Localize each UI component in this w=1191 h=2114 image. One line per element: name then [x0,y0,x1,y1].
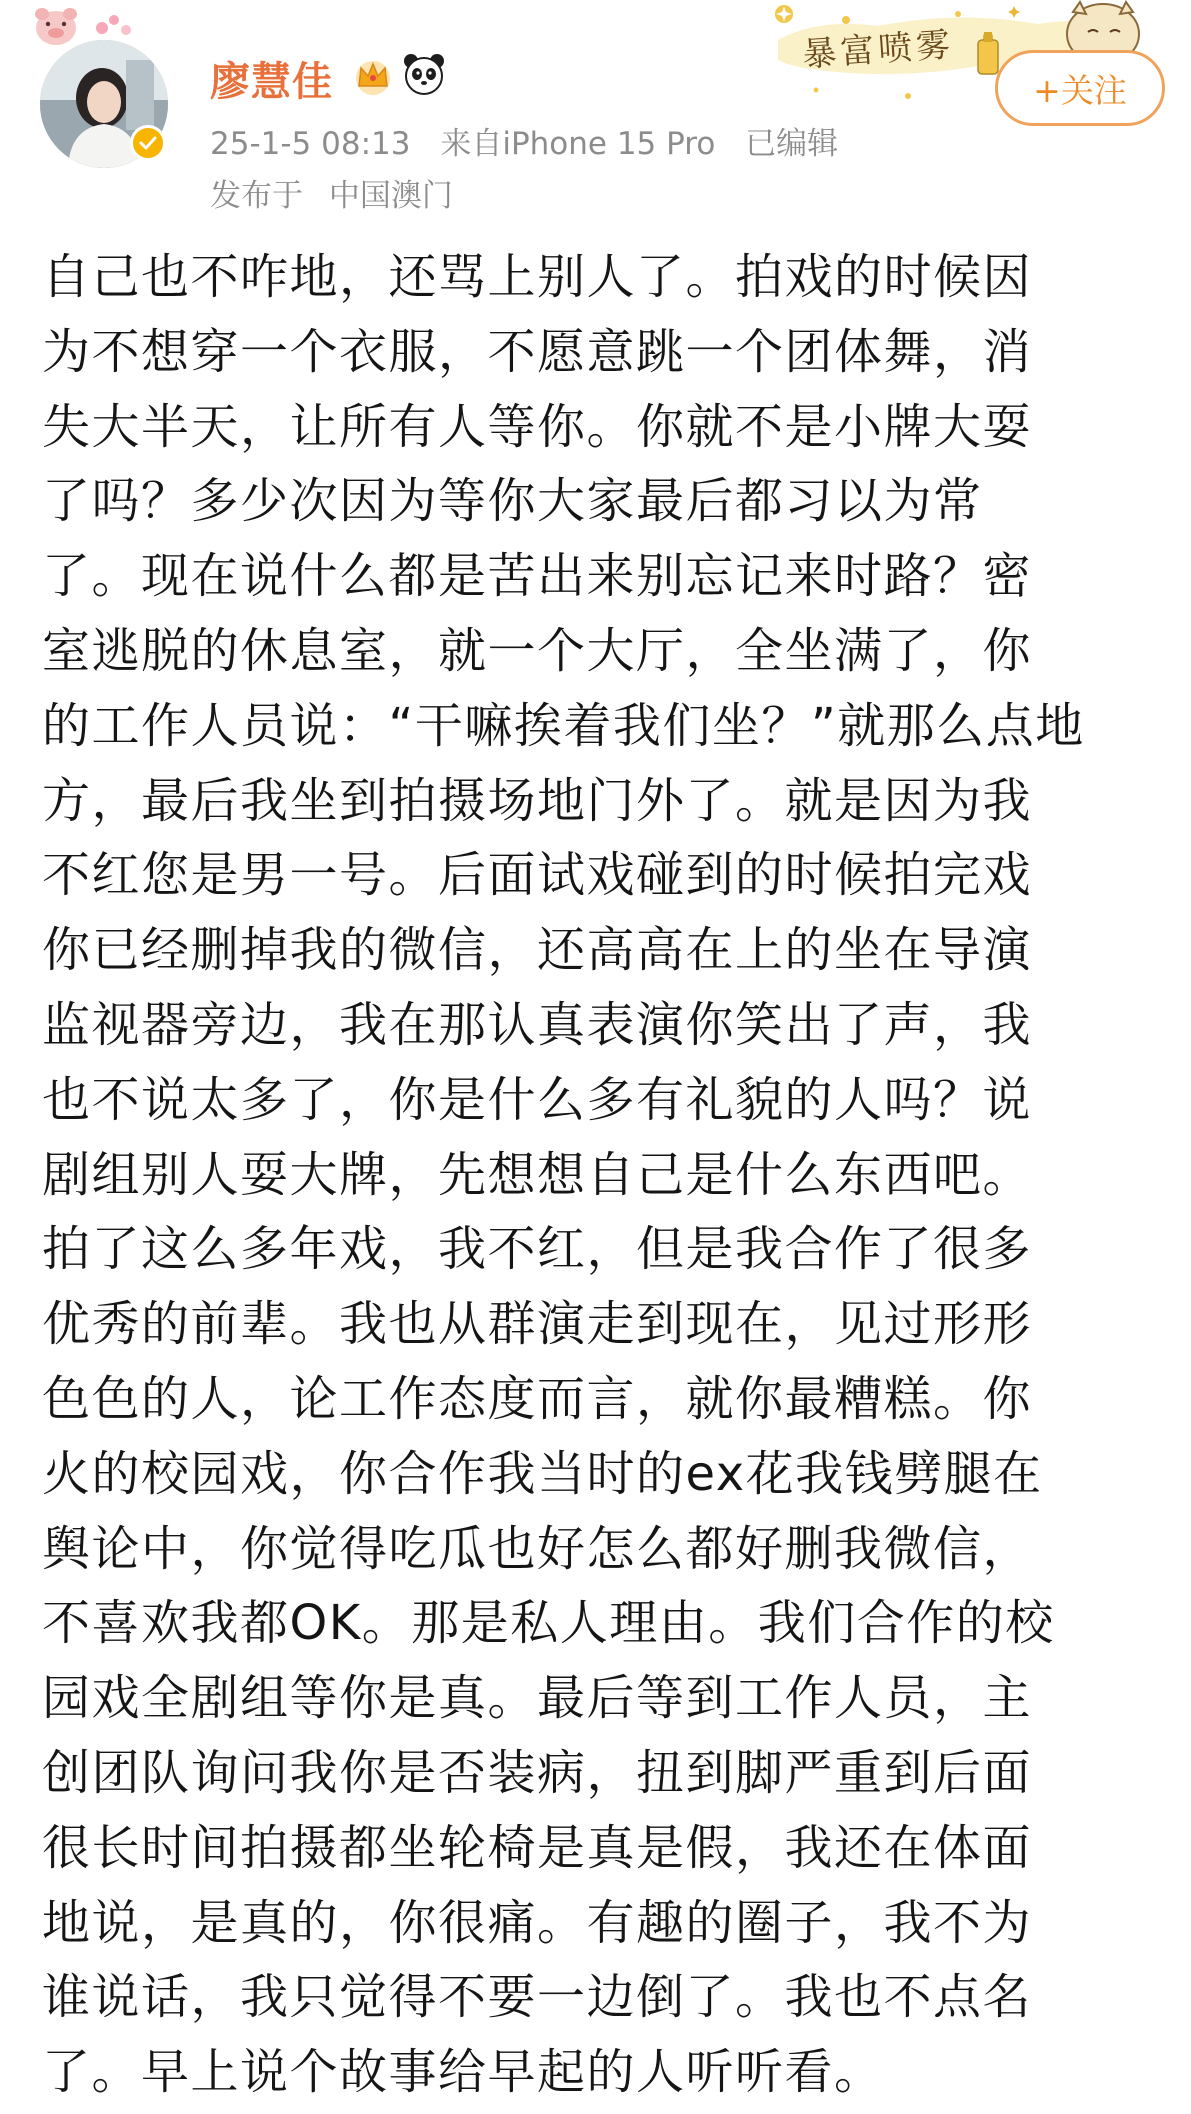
verified-badge-icon [130,125,166,161]
post-text-line: 拍了这么多年戏，我不红，但是我合作了很多 [42,1221,1033,1278]
post-edited-label[interactable]: 已编辑 [745,126,839,162]
crown-icon [352,56,394,96]
post-text-line: 色色的人，论工作态度而言，就你最糟糕。你 [42,1370,1033,1427]
pig-decoration-icon [30,6,140,50]
post-source: 来自iPhone 15 Pro [440,126,716,162]
post-text-line: 了。早上说个故事给早起的人听听看。 [42,2044,884,2101]
post-meta [210,118,858,163]
post-text-line: 地说，是真的，你很痛。有趣的圈子，我不为 [42,1894,1033,1951]
username[interactable]: 廖慧佳 [210,59,333,105]
post-text-line: 了吗？多少次因为等你大家最后都习以为常 [42,473,983,530]
post-text-line: 不喜欢我都OK。那是私人理由。我们合作的校 [42,1595,1055,1652]
post-text-line: 的工作人员说：“干嘛挨着我们坐？”就那么点地 [42,697,1085,754]
post-text-line: 优秀的前辈。我也从群演走到现在，见过形形 [42,1296,1033,1353]
post-text-line: 你已经删掉我的微信，还高高在上的坐在导演 [42,922,1033,979]
post-location [210,170,469,215]
follow-button[interactable]: +关注 [995,50,1165,126]
post-body [42,240,1172,2110]
post-text-line: 创团队询问我你是否装病，扭到脚严重到后面 [42,1744,1033,1801]
post-header [0,0,1191,214]
post-text-line: 监视器旁边，我在那认真表演你笑出了声，我 [42,996,1033,1053]
post-timestamp: 25-1-5 08:13 [210,126,411,162]
post-text-line: 失大半天，让所有人等你。你就不是小牌大耍 [42,398,1033,455]
banner-text: 暴富喷雾 [801,24,956,76]
post-text-line: 谁说话，我只觉得不要一边倒了。我也不点名 [42,1969,1033,2026]
location-prefix: 发布于 [210,178,303,214]
post-text-line: 园戏全剧组等你是真。最后等到工作人员，主 [42,1670,1033,1727]
panda-icon [402,52,446,96]
post-text-line: 不红您是男一号。后面试戏碰到的时候拍完戏 [42,847,1033,904]
post-text-line: 剧组别人耍大牌，先想想自己是什么东西吧。 [42,1146,1033,1203]
post-text-line: 为不想穿一个衣服，不愿意跳一个团体舞，消 [42,323,1033,380]
location-value: 中国澳门 [328,178,453,214]
post-text-line: 自己也不咋地，还骂上别人了。拍戏的时候因 [42,249,1033,305]
post-text-line: 也不说太多了，你是什么多有礼貌的人吗？说 [42,1071,1033,1128]
post-text-line: 方，最后我坐到拍摄场地门外了。就是因为我 [42,772,1033,829]
post-text-line: 室逃脱的休息室，就一个大厅，全坐满了，你 [42,622,1033,679]
post-text-line: 很长时间拍摄都坐轮椅是真是假，我还在体面 [42,1819,1033,1876]
post-text-line: 火的校园戏，你合作我当时的ex花我钱劈腿在 [42,1445,1043,1502]
post-text-line: 舆论中，你觉得吃瓜也好怎么都好删我微信， [42,1520,1033,1577]
post-text-line: 了。现在说什么都是苦出来别忘记来时路？密 [42,548,1033,605]
